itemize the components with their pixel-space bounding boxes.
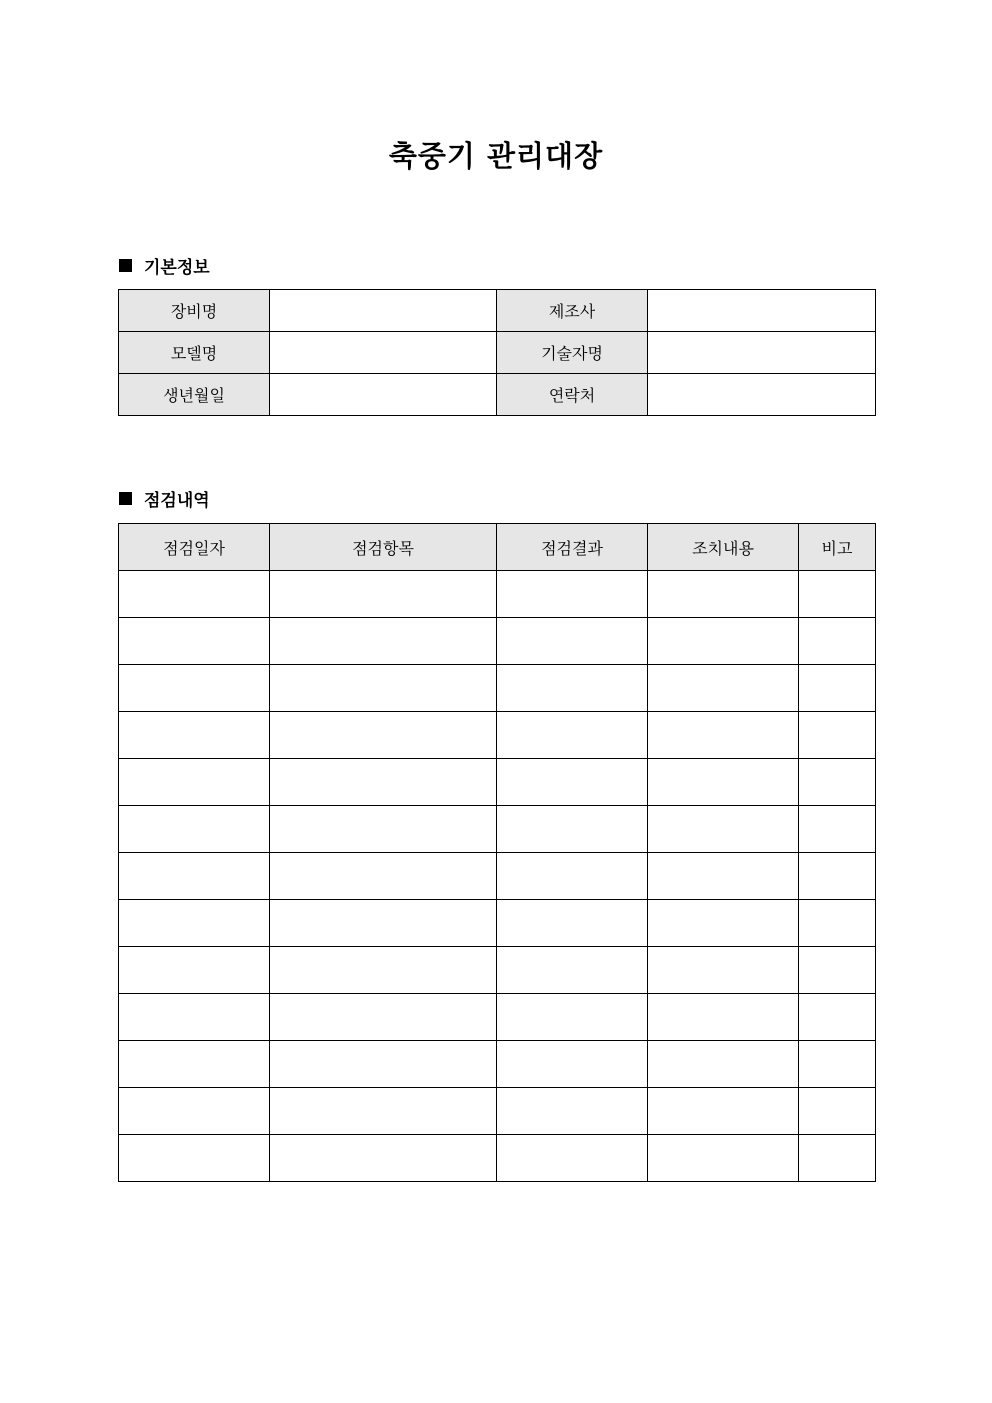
equipment-name-field[interactable] [270, 290, 497, 332]
inspection-result-cell[interactable] [497, 1088, 648, 1135]
inspection-date-cell[interactable] [119, 994, 270, 1041]
remarks-cell[interactable] [799, 618, 876, 665]
action-taken-cell[interactable] [648, 1135, 799, 1182]
remarks-cell[interactable] [799, 665, 876, 712]
label-technician-name: 기술자명 [497, 332, 648, 374]
inspection-item-cell[interactable] [270, 900, 497, 947]
action-taken-cell[interactable] [648, 994, 799, 1041]
label-contact: 연락처 [497, 374, 648, 416]
column-header-inspection-item: 점검항목 [270, 524, 497, 571]
inspection-result-cell[interactable] [497, 618, 648, 665]
remarks-cell[interactable] [799, 1088, 876, 1135]
inspection-date-cell[interactable] [119, 618, 270, 665]
contact-field[interactable] [648, 374, 876, 416]
inspection-date-cell[interactable] [119, 806, 270, 853]
inspection-date-cell[interactable] [119, 947, 270, 994]
remarks-cell[interactable] [799, 853, 876, 900]
inspection-item-cell[interactable] [270, 571, 497, 618]
table-row [119, 712, 876, 759]
action-taken-cell[interactable] [648, 571, 799, 618]
inspection-item-cell[interactable] [270, 853, 497, 900]
inspection-result-cell[interactable] [497, 712, 648, 759]
page-title: 축중기 관리대장 [388, 139, 604, 173]
action-taken-cell[interactable] [648, 712, 799, 759]
inspection-table [118, 523, 876, 1182]
remarks-cell[interactable] [799, 1135, 876, 1182]
basic-info-table [118, 289, 876, 416]
column-header-action-taken: 조치내용 [648, 524, 799, 571]
inspection-item-cell[interactable] [270, 759, 497, 806]
manufacturer-field[interactable] [648, 290, 876, 332]
inspection-heading-text: 점검내역 [144, 490, 210, 511]
basic-info-heading-text: 기본정보 [144, 257, 210, 278]
model-name-field[interactable] [270, 332, 497, 374]
remarks-cell[interactable] [799, 712, 876, 759]
remarks-cell[interactable] [799, 1041, 876, 1088]
basic-info-heading [119, 254, 210, 276]
inspection-result-cell[interactable] [497, 900, 648, 947]
table-row [119, 900, 876, 947]
column-header-remarks: 비고 [799, 524, 876, 571]
table-row [119, 1088, 876, 1135]
inspection-result-cell[interactable] [497, 853, 648, 900]
remarks-cell[interactable] [799, 900, 876, 947]
remarks-cell[interactable] [799, 994, 876, 1041]
action-taken-cell[interactable] [648, 665, 799, 712]
inspection-date-cell[interactable] [119, 571, 270, 618]
inspection-item-cell[interactable] [270, 994, 497, 1041]
inspection-date-cell[interactable] [119, 853, 270, 900]
technician-name-field[interactable] [648, 332, 876, 374]
table-row [119, 994, 876, 1041]
table-row [119, 759, 876, 806]
square-bullet-icon [119, 492, 132, 505]
action-taken-cell[interactable] [648, 1041, 799, 1088]
label-manufacturer: 제조사 [497, 290, 648, 332]
action-taken-cell[interactable] [648, 618, 799, 665]
inspection-item-cell[interactable] [270, 665, 497, 712]
action-taken-cell[interactable] [648, 759, 799, 806]
action-taken-cell[interactable] [648, 947, 799, 994]
inspection-item-cell[interactable] [270, 712, 497, 759]
column-header-inspection-date: 점검일자 [119, 524, 270, 571]
table-row [119, 1041, 876, 1088]
action-taken-cell[interactable] [648, 853, 799, 900]
table-row [119, 806, 876, 853]
table-row [119, 853, 876, 900]
inspection-result-cell[interactable] [497, 759, 648, 806]
table-row [119, 571, 876, 618]
inspection-result-cell[interactable] [497, 994, 648, 1041]
inspection-date-cell[interactable] [119, 1041, 270, 1088]
table-row [119, 947, 876, 994]
action-taken-cell[interactable] [648, 900, 799, 947]
inspection-item-cell[interactable] [270, 947, 497, 994]
inspection-result-cell[interactable] [497, 1135, 648, 1182]
inspection-date-cell[interactable] [119, 712, 270, 759]
square-bullet-icon [119, 259, 132, 272]
inspection-result-cell[interactable] [497, 665, 648, 712]
inspection-date-cell[interactable] [119, 665, 270, 712]
inspection-item-cell[interactable] [270, 618, 497, 665]
label-birth-date: 생년월일 [119, 374, 270, 416]
inspection-result-cell[interactable] [497, 806, 648, 853]
inspection-result-cell[interactable] [497, 571, 648, 618]
inspection-date-cell[interactable] [119, 1135, 270, 1182]
inspection-item-cell[interactable] [270, 1135, 497, 1182]
remarks-cell[interactable] [799, 806, 876, 853]
label-model-name: 모델명 [119, 332, 270, 374]
inspection-item-cell[interactable] [270, 1041, 497, 1088]
birth-date-field[interactable] [270, 374, 497, 416]
action-taken-cell[interactable] [648, 806, 799, 853]
inspection-heading [119, 487, 210, 509]
label-equipment-name: 장비명 [119, 290, 270, 332]
inspection-item-cell[interactable] [270, 1088, 497, 1135]
remarks-cell[interactable] [799, 759, 876, 806]
inspection-result-cell[interactable] [497, 1041, 648, 1088]
action-taken-cell[interactable] [648, 1088, 799, 1135]
table-row [119, 665, 876, 712]
remarks-cell[interactable] [799, 571, 876, 618]
column-header-inspection-result: 점검결과 [497, 524, 648, 571]
table-row [119, 618, 876, 665]
inspection-date-cell[interactable] [119, 1088, 270, 1135]
inspection-date-cell[interactable] [119, 759, 270, 806]
inspection-result-cell[interactable] [497, 947, 648, 994]
remarks-cell[interactable] [799, 947, 876, 994]
table-row [119, 1135, 876, 1182]
inspection-date-cell[interactable] [119, 900, 270, 947]
inspection-item-cell[interactable] [270, 806, 497, 853]
